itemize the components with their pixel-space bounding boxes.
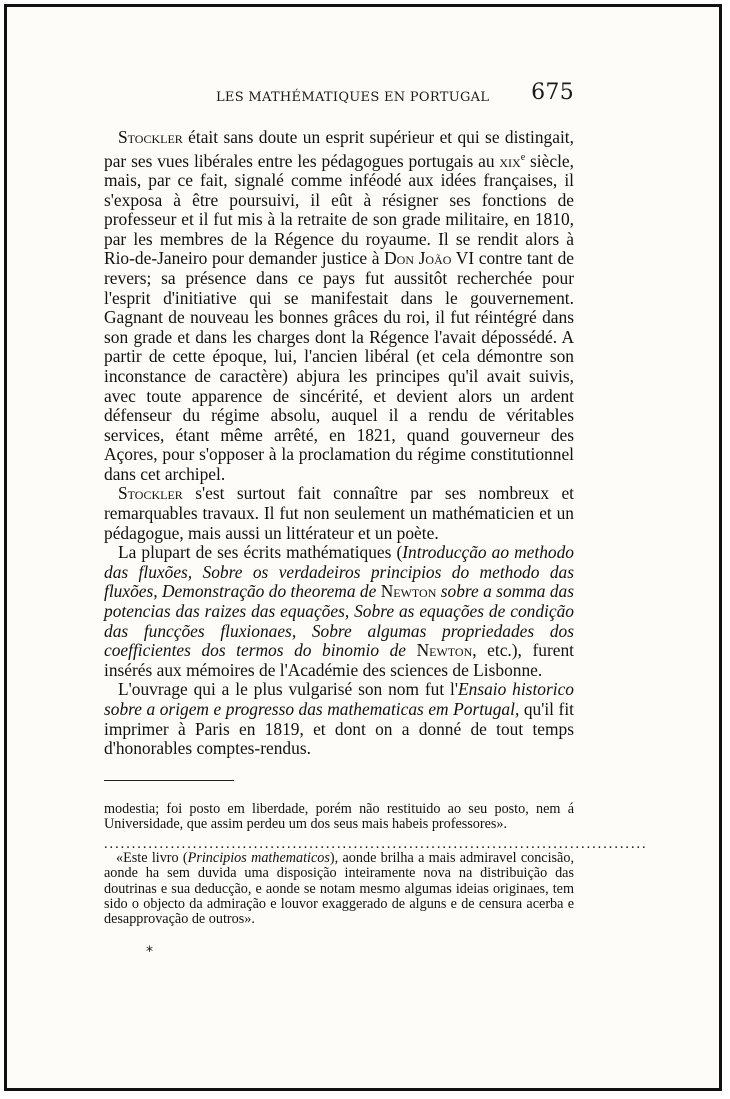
footnote-divider	[104, 780, 234, 782]
author-name: Stockler	[118, 127, 183, 147]
king-name: Don João VI	[384, 248, 475, 269]
running-title: LES MATHÉMATIQUES EN PORTUGAL	[216, 90, 490, 105]
signature-mark: *	[146, 944, 153, 960]
ellipsis-dots: ..................................................................................................	[104, 835, 648, 852]
paragraph-3: La plupart de ses écrits mathématiques (Introducção ao methodo das fluxões, Sobre os verdadeiros principios do methodo das fluxões, Demonstração do theorema de Newton sobre a somma das potencias das raizes das equações, Sobre as equações de condição das funcções fluxionaes, Sobre algumas propriedades dos coefficientes dos termos do binomio de Newton, etc.), furent insérés aux mémoires de l'Académie des sciences de Lisbonne.	[104, 542, 574, 680]
footnote-1: modestia; foi posto em liberdade, porém não restituido ao seu posto, nem á Universidade, que assim perdeu um dos seus mais habeis professores».	[104, 801, 574, 833]
paragraph-2: Stockler s'est surtout fait connaître par ses nombreux et remarquables travaux. Il fut non seulement un mathématicien et un pédagogue, mais aussi un littérateur et un poète.	[104, 483, 574, 543]
main-text	[104, 128, 574, 759]
paragraph-1: Stockler était sans doute un esprit supérieur et qui se distingait, par ses vues libérales entre les pédagogues portugais au xix$^e$ siècle, mais, par ce fait, signalé comme inféodé aux idées françaises, il s'exposa à être poursuivi, il eût à résigner ses fonctions de professeur et il fut mis à la retraite de son grade militaire, en 1810, par les membres de la Régence du royaume. Il se rendit alors à Rio-de-Janeiro pour demander justice à Don João VI contre tant de revers; sa présence dans ce pays fut aussitôt recherchée pour l'esprit d'initiative qui se manifestait dans le gouvernement. Gagnant de nouveau les bonnes grâces du roi, il fut réintégré dans son grade et dans les charges dont la Régence l'avait dépossédé. A partir de cette époque, lui, l'ancien libéral (et cela démontre son inconstance de caractère) abjura les principes qu'il avait suivis, avec toute apparence de sincérité, et devient alors un ardent défenseur du régime absolu, auquel il a rendu de véritables services, étant même arrêté, en 1821, quand gouverneur des Açores, pour s'opposer à la proclamation du régime constitutionnel dans cet archipel.	[104, 127, 574, 484]
page-number: 675	[531, 80, 574, 105]
paragraph-4: L'ouvrage qui a le plus vulgarisé son nom fut l'Ensaio historico sobre a origem e progresso das mathematicas em Portugal, qu'il fit imprimer à Paris en 1819, et dont on a donné de tout temps d'honorables comptes-rendus.	[104, 679, 574, 759]
footnotes	[104, 801, 648, 928]
book-title: Ensaio historico sobre a origem e progresso das mathematicas em Portugal,	[104, 679, 574, 720]
footnote-2: «Este livro (Principios mathematicos), aonde brilha a mais admiravel concisão, aonde ha sem duvida uma disposição inteiramente nova na distribuição das doutrinas e sua deducção, e aonde se notam mesmo algumas ideias originaes, tem sido o objecto da admiração e louvor exaggerado de alguns e de censura acerba e desapprovação de outros».	[104, 849, 574, 928]
